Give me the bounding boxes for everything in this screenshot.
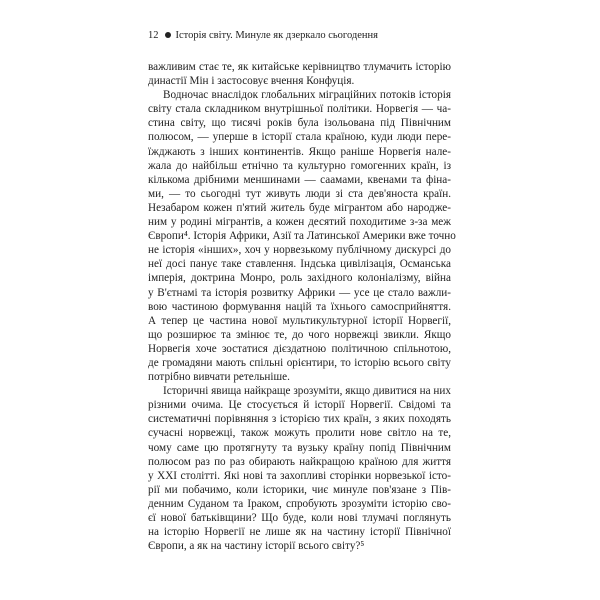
text-line: важливим стає те, як китайське керівництво тлумачить історію bbox=[148, 61, 451, 73]
bullet-icon bbox=[165, 32, 171, 38]
text-line: світу стала складником внутрішньої політики. Норвегія — ча- bbox=[148, 103, 451, 116]
text-line: Водночас внаслідок глобальних міграційних потоків історія bbox=[163, 89, 451, 102]
text-line: Норвегія хоче зостатися дієздатною політичною спільнотою, bbox=[148, 342, 451, 355]
text-line: полюсом раз по раз обирають найкращою країною для життя bbox=[148, 455, 451, 468]
book-title: Історія світу. Минуле як дзеркало сьогодення bbox=[175, 30, 378, 41]
text-line: потрібно вивчати ретельніше. bbox=[148, 371, 290, 384]
text-line: імперія, доктрина Монро, роль західного колоніалізму, війна bbox=[148, 272, 451, 285]
text-line: ми, — то сьогодні тут живуть люди зі ста дев'яноста країн. bbox=[148, 187, 451, 200]
text-line: Європи, а як на частину історії всього світу?⁵ bbox=[148, 540, 365, 553]
text-line: чому саме цю протягнуту та вузьку країну попід Північним bbox=[148, 441, 451, 454]
text-line: що розширює та змінює те, до чого норвежці звикли. Якщо bbox=[148, 328, 451, 341]
page-body-text bbox=[148, 60, 456, 553]
text-line: єї нової батьківщини? Що буде, коли нові тлумачі поглянуть bbox=[148, 512, 451, 524]
text-line: А тепер це частина нової мультикультурної історії Норвегії, bbox=[148, 314, 451, 327]
text-line: у В'єтнамі та історія розвитку Африки — усе це стало важли- bbox=[148, 286, 451, 299]
text-line: династії Мін і застосовує вчення Конфуція. bbox=[148, 75, 355, 88]
text-line: не історія «інших», хоч у норвезькому публічному дискурсі до bbox=[148, 244, 451, 257]
text-line: Європи⁴. Історія Африки, Азії та Латинської Америки вже точно bbox=[148, 230, 456, 243]
paragraph bbox=[148, 384, 451, 553]
text-line: вою частиною формування націй та їхнього самосприйняття. bbox=[148, 300, 451, 313]
text-line: сучасні норвежці, також можуть пролити нове світло на те, bbox=[148, 427, 451, 440]
text-line: у XXI столітті. Які нові та захопливі сторінки норвезької істо- bbox=[148, 469, 451, 482]
running-header bbox=[148, 30, 378, 41]
text-line: на історію Норвегії не лише як на частину історії Північної bbox=[148, 526, 451, 539]
text-line: ним у родині мігрантів, а кожен десятий походитиме з-за меж bbox=[148, 216, 451, 229]
text-line: різними очима. Це стосується й історії Норвегії. Свідомі та bbox=[148, 399, 451, 412]
text-line: стина світу, що тисячі років була ізольована під Північним bbox=[148, 117, 451, 130]
text-line: систематичні порівняння з історією тих країн, з яких походять bbox=[148, 413, 451, 426]
text-line: де громадяни мають спільні орієнтири, то історію всього світу bbox=[148, 356, 451, 369]
text-line: кількома дрібними меншинами — саамами, квенами та фіна- bbox=[148, 173, 451, 186]
text-line: Історичні явища найкраще зрозуміти, якщо дивитися на них bbox=[163, 385, 451, 398]
paragraph bbox=[148, 60, 451, 88]
text-line: Незабаром кожен п'ятий житель буде мігрантом або народже- bbox=[148, 201, 451, 214]
text-line: полюсом, — уперше в історії стала країною, куди люди пере- bbox=[148, 131, 451, 144]
text-line: рії ми побачимо, коли історики, чиє минуле пов'язане з Пів- bbox=[148, 483, 451, 496]
text-line: жала до найбільш етнічно та культурно гомогенних країн, із bbox=[148, 159, 451, 172]
page-number: 12 bbox=[148, 30, 159, 41]
text-line: їжджають з інших континентів. Якщо раніше Норвегія нале- bbox=[148, 145, 451, 158]
paragraph bbox=[148, 88, 456, 384]
text-line: денним Суданом та Іраком, спробують зрозуміти історію сво- bbox=[148, 497, 451, 510]
text-line: неї досі панує таке ставлення. Індська цивілізація, Османська bbox=[148, 258, 451, 271]
